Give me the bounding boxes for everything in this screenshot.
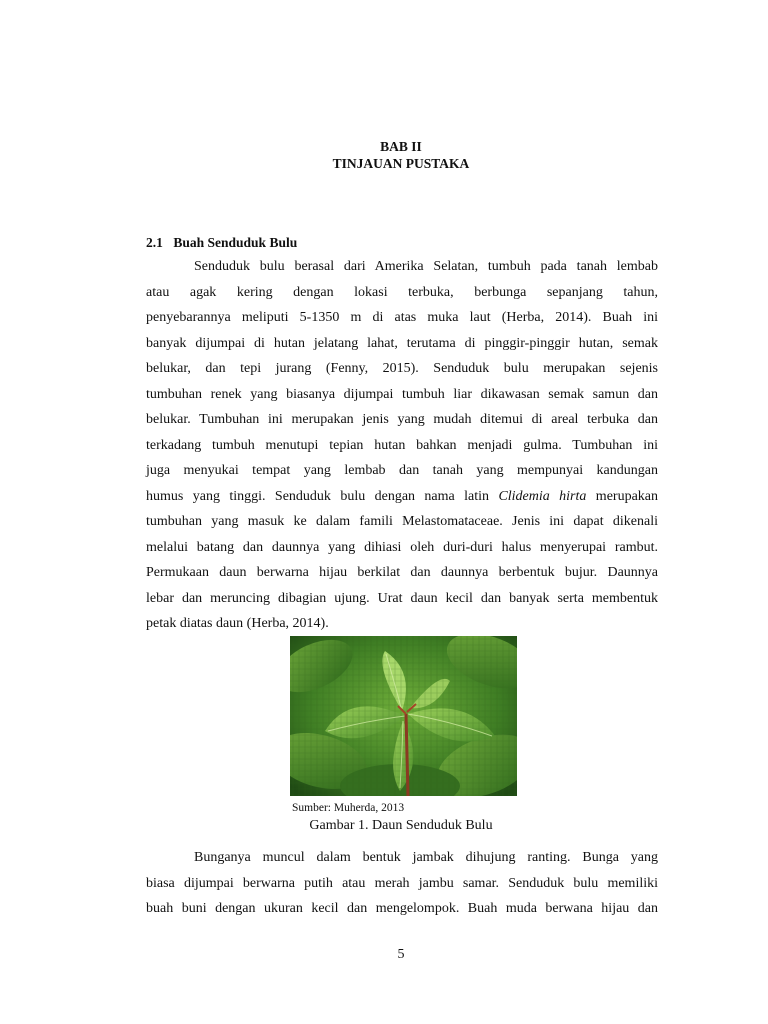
paragraph-line: tumbuhan renek yang biasanya dijumpai tumbuh liar dikawasan semak samun dan [146, 386, 658, 402]
paragraph-line: buah buni dengan ukuran kecil dan mengelompok. Buah muda berwana hijau dan [146, 901, 658, 916]
leaf-photo-icon [290, 636, 517, 796]
chapter-number: BAB II [380, 139, 422, 154]
figure-source: Sumber: Muherda, 2013 [292, 802, 405, 814]
paragraph-line: biasa dijumpai berwarna putih atau merah jambu samar. Senduduk bulu memiliki [146, 875, 658, 891]
paragraph-line: belukar, dan tepi jurang (Fenny, 2015). Senduduk bulu merupakan sejenis [146, 361, 658, 376]
paragraph-line-latin [146, 484, 658, 510]
paragraph-line: melalui batang dan daunnya yang dihiasi oleh duri-duri halus menyerupai rambut. [146, 539, 658, 555]
paragraph-line: petak diatas daun (Herba, 2014). [146, 616, 329, 631]
section-number: 2.1 [146, 235, 163, 250]
chapter-title: TINJAUAN PUSTAKA [332, 156, 470, 171]
paragraph-line: lebar dan meruncing dibagian ujung. Urat daun kecil dan banyak serta membentuk [146, 590, 658, 606]
paragraph-line: atau agak kering dengan lokasi terbuka, berbunga sepanjang tahun, [146, 284, 658, 300]
page-number: 5 [397, 947, 405, 962]
paragraph-line: Bunganya muncul dalam bentuk jambak dihujung ranting. Bunga yang [194, 850, 658, 865]
paragraph-1 [146, 254, 658, 637]
section-heading [146, 235, 297, 251]
latin-name: Clidemia hirta [498, 488, 587, 504]
paragraph-line: terkadang tumbuh menutupi tepian hutan bahkan menjadi gulma. Tumbuhan ini [146, 437, 658, 453]
line-text: merupakan [586, 488, 658, 504]
line-text: humus yang tinggi. Senduduk bulu dengan nama latin [146, 488, 499, 504]
paragraph-line: penyebarannya meliputi 5-1350 m di atas muka laut (Herba, 2014). Buah ini [146, 310, 658, 325]
figure-caption: Gambar 1. Daun Senduduk Bulu [309, 818, 493, 833]
paragraph-line: juga menyukai tempat yang lembab dan tanah yang mempunyai kandungan [146, 463, 658, 478]
paragraph-line: Permukaan daun berwarna hijau berkilat dan daunnya berbentuk bujur. Daunnya [146, 565, 658, 580]
section-title: Buah Senduduk Bulu [173, 235, 298, 250]
paragraph-2 [146, 845, 658, 922]
paragraph-line: banyak dijumpai di hutan jelatang lahat, terutama di pinggir-pinggir hutan, semak [146, 335, 658, 351]
chapter-heading [0, 138, 768, 172]
paragraph-line: Senduduk bulu berasal dari Amerika Selatan, tumbuh pada tanah lembab [194, 259, 658, 274]
paragraph-line: tumbuhan yang masuk ke dalam famili Melastomataceae. Jenis ini dapat dikenali [146, 514, 658, 529]
paragraph-line: belukar. Tumbuhan ini merupakan jenis yang mudah ditemui di areal terbuka dan [146, 412, 658, 427]
